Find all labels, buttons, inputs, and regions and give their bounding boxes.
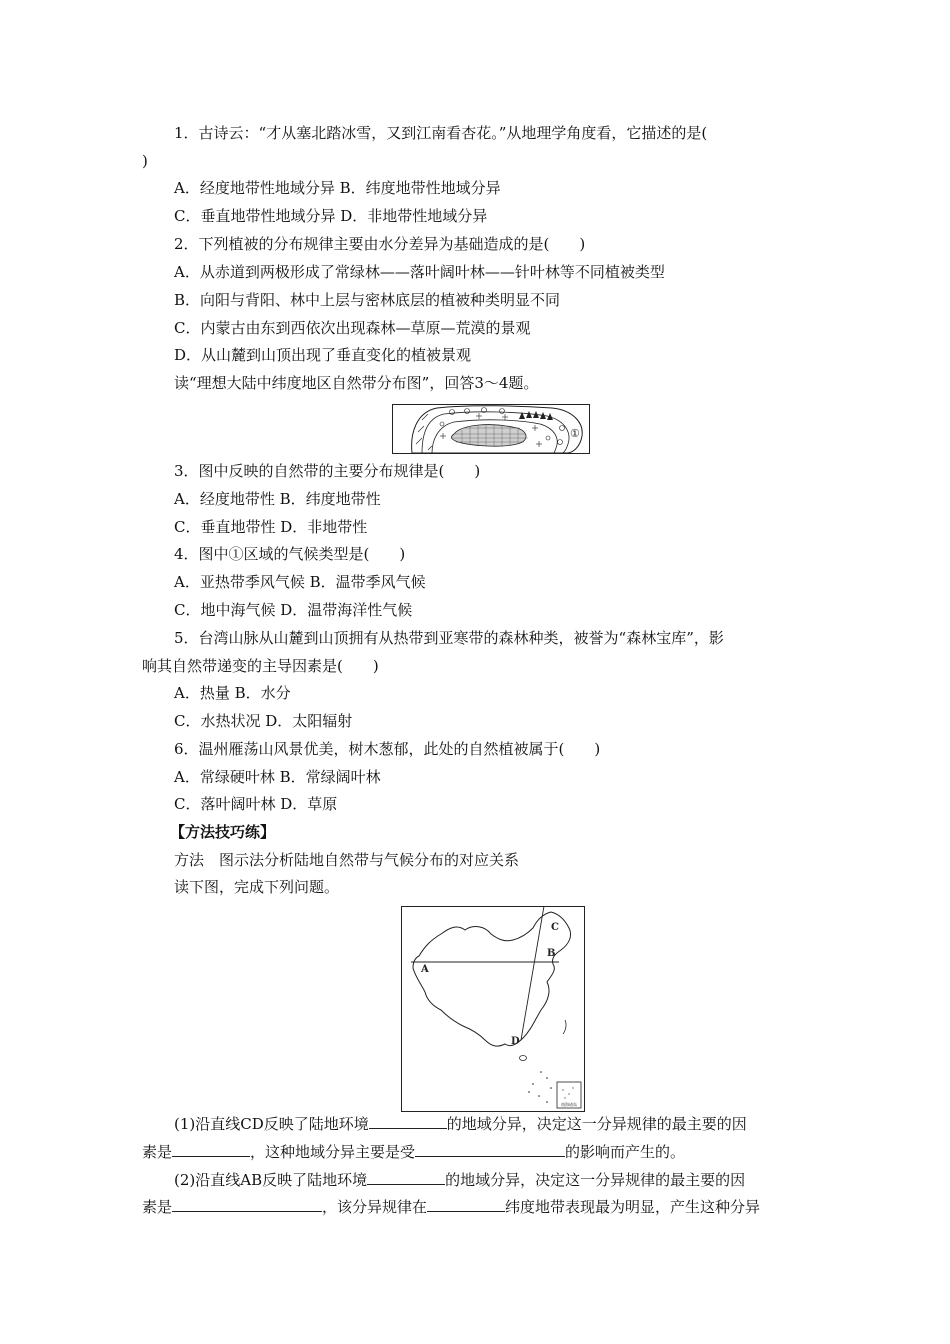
- sub1-blank-1[interactable]: [369, 1114, 447, 1129]
- point-a-label: A: [421, 964, 429, 975]
- q1-stem-line1: 1．古诗云：“才从塞北踏冰雪，又到江南看杏花。”从地理学角度看，它描述的是(: [174, 124, 708, 142]
- q3-options-cd: C．垂直地带性 D．非地带性: [174, 518, 368, 536]
- sub2-text-1: (2)沿直线AB反映了陆地环境: [174, 1171, 368, 1189]
- sub2-blank-1[interactable]: [367, 1170, 445, 1185]
- q1-options-cd: C．垂直地带性地域分异 D．非地带性地域分异: [174, 207, 488, 225]
- q5-options-cd: C．水热状况 D．太阳辐射: [174, 712, 353, 730]
- sub2-line1: [174, 1170, 850, 1190]
- q2-stem: 2．下列植被的分布规律主要由水分差异为基础造成的是( ): [174, 235, 586, 253]
- q5-options-ab: A．热量 B．水分: [174, 684, 291, 702]
- china-map-figure: [401, 906, 585, 1112]
- q1-options-ab: A．经度地带性地域分异 B．纬度地带性地域分异: [174, 179, 501, 197]
- sub2-text-4: ，该分异规律在: [322, 1198, 428, 1216]
- q2-option-a: A．从赤道到两极形成了常绿林——落叶阔叶林——针叶林等不同植被类型: [174, 263, 665, 281]
- q2-option-c: C．内蒙古由东到西依次出现森林—草原—荒漠的景观: [174, 319, 531, 337]
- q1-stem-line2: ): [142, 152, 148, 170]
- sub1-text-2: 的地域分异，决定这一分异规律的最主要的因: [446, 1115, 747, 1133]
- q4-options-cd: C．地中海气候 D．温带海洋性气候: [174, 601, 413, 619]
- sub1-line2: [142, 1142, 818, 1162]
- sub1-text-3: 素是: [142, 1143, 173, 1161]
- sub2-line2: [142, 1197, 818, 1217]
- sub1-text-1: (1)沿直线CD反映了陆地环境: [174, 1115, 369, 1133]
- sub2-text-2: 的地域分异，决定这一分异规律的最主要的因: [445, 1171, 746, 1189]
- zone-marker-1: ①: [570, 427, 580, 440]
- intro-q3-4: 读“理想大陆中纬度地区自然带分布图”，回答3～4题。: [174, 374, 539, 392]
- point-b-label: B: [547, 948, 556, 959]
- method-line: 方法 图示法分析陆地自然带与气候分布的对应关系: [174, 851, 520, 869]
- sub1-line1: [174, 1114, 850, 1134]
- sub1-text-4: ，这种地域分异主要是受: [250, 1143, 416, 1161]
- ideal-continent-figure: [392, 404, 590, 454]
- q5-stem-line1: 5．台湾山脉从山麓到山顶拥有从热带到亚寒带的森林种类，被誉为“森林宝库”，影: [174, 629, 724, 647]
- sub2-text-5: 纬度地带表现最为明显，产生这种分异: [505, 1198, 761, 1216]
- q3-options-ab: A．经度地带性 B．纬度地带性: [174, 490, 381, 508]
- q6-options-cd: C．落叶阔叶林 D．草原: [174, 795, 338, 813]
- section-title: 【方法技巧练】: [170, 823, 276, 841]
- read-figure-line: 读下图，完成下列问题。: [174, 878, 340, 896]
- q4-options-ab: A．亚热带季风气候 B．温带季风气候: [174, 573, 426, 591]
- sub1-blank-2[interactable]: [172, 1142, 250, 1157]
- q4-stem: 4．图中①区域的气候类型是( ): [174, 545, 406, 563]
- q3-stem: 3．图中反映的自然带的主要分布规律是( ): [174, 462, 481, 480]
- q6-stem: 6．温州雁荡山风景优美，树木葱郁，此处的自然植被属于( ): [174, 740, 601, 758]
- sub1-text-5: 的影响而产生的。: [565, 1143, 686, 1161]
- point-d-label: D: [511, 1036, 520, 1047]
- point-c-label: C: [551, 922, 559, 933]
- inset-label: 南海诸岛: [561, 1102, 577, 1107]
- sub1-blank-3[interactable]: [415, 1142, 565, 1157]
- q2-option-d: D．从山麓到山顶出现了垂直变化的植被景观: [174, 346, 472, 364]
- q6-options-ab: A．常绿硬叶林 B．常绿阔叶林: [174, 768, 381, 786]
- sub2-blank-3[interactable]: [427, 1197, 505, 1212]
- q2-option-b: B．向阳与背阳、林中上层与密林底层的植被种类明显不同: [174, 291, 561, 309]
- sub2-blank-2[interactable]: [172, 1197, 322, 1212]
- q5-stem-line2: 响其自然带递变的主导因素是( ): [142, 657, 379, 675]
- sub2-text-3: 素是: [142, 1198, 173, 1216]
